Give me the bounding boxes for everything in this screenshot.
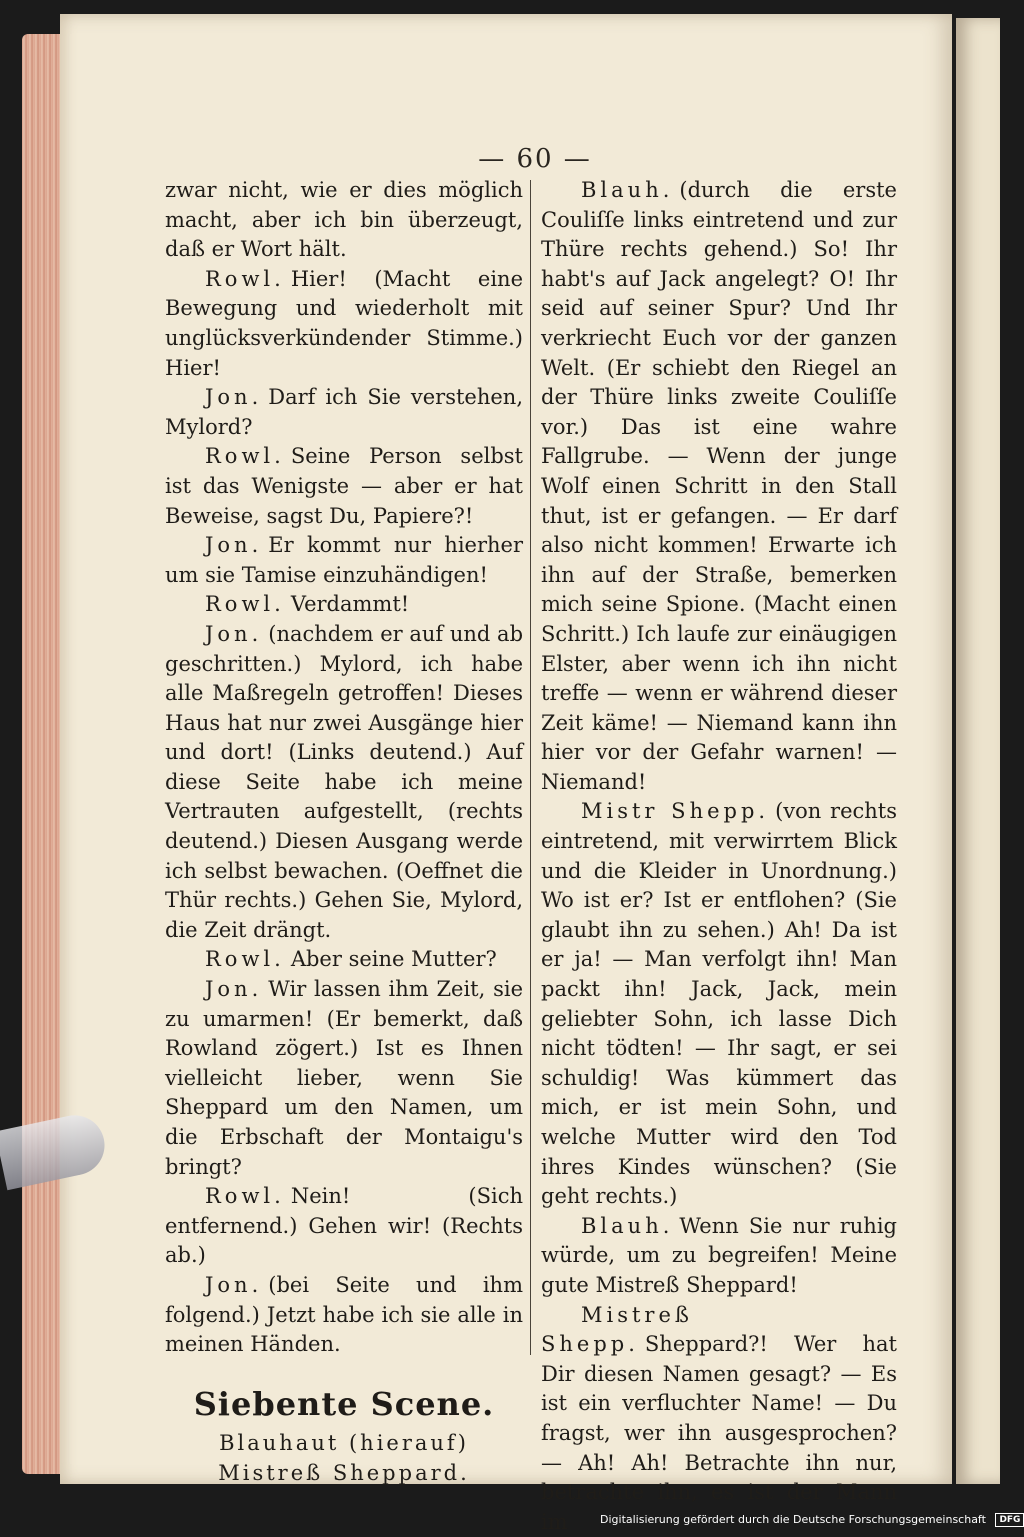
speaker-name: Jon. [205, 621, 263, 646]
speaker-name: Rowl. [205, 1184, 285, 1209]
speaker-name: Jon. [205, 977, 263, 1002]
speech-paragraph [165, 945, 523, 975]
speaker-name: Mistr Shepp. [581, 799, 770, 824]
footer [600, 1510, 1021, 1529]
left-column [165, 176, 523, 1489]
speech-text: zwar nicht, wie er dies möglich macht, aber ich bin überzeugt, daß er Wort hält. [165, 178, 523, 262]
speech-paragraph [165, 1271, 523, 1360]
speech-paragraph [165, 442, 523, 531]
speech-text: Aber seine Mutter? [290, 947, 497, 972]
footer-credit: Digitalisierung gefördert durch die Deutsche Forschungsgemeinschaft [600, 1513, 986, 1526]
speech-text: Sheppard?! Wer hat Dir diesen Namen gesagt? — Es ist ein verfluchter Name! — Du fragst, wer ihn ausgesprochen? — Ah! Ah! Betrachte ihn nur, betrachte ihn, es ist der Mann im [541, 1332, 897, 1534]
speech-paragraph [165, 590, 523, 620]
speech-text: Verdammt! [290, 592, 410, 617]
speech-paragraph [165, 1182, 523, 1271]
right-column [541, 176, 897, 1537]
speech-paragraph [541, 797, 897, 1211]
speech-paragraph [165, 176, 523, 265]
speech-paragraph [165, 531, 523, 590]
speech-text: Er kommt nur hierher um sie Tamise einzuhändigen! [165, 533, 523, 587]
dfg-logo-icon: DFG [995, 1513, 1024, 1527]
speaker-name: Jon. [205, 385, 263, 410]
speaker-name: Rowl. [205, 592, 285, 617]
scene-title: Siebente Scene. [193, 1384, 495, 1423]
speech-text: Nein! (Sich entfernend.) Gehen wir! (Rechts ab.) [165, 1184, 523, 1268]
speech-paragraph [165, 265, 523, 383]
speech-paragraph [165, 620, 523, 946]
speech-text: Darf ich Sie verstehen, Mylord? [165, 385, 523, 439]
speaker-name: Rowl. [205, 947, 285, 972]
speaker-name: Jon. [205, 1272, 263, 1297]
speech-text: Hier! (Macht eine Bewegung und wiederholt mit unglücksverkündender Stimme.) Hier! [165, 266, 523, 380]
right-speech-list [541, 176, 897, 1537]
facing-page-edge [956, 18, 1000, 1484]
scene-persons: Blauhaut (hierauf) Mistreß Sheppard. [218, 1431, 470, 1485]
speaker-name: Blauh. [581, 1213, 674, 1238]
column-divider [530, 180, 531, 1355]
speech-paragraph [165, 383, 523, 442]
speech-text: (durch die erste Couliſſe links eintretend und zur Thüre rechts gehend.) So! Ihr habt's auf Jack angelegt? O! Ihr seid auf seiner Spur? Und Ihr verkriecht Euch vor der ganzen Welt. (Er schiebt den Riegel an der Thüre links zweite Couliſſe vor.) Das ist eine wahre Fallgrube. — Wenn der junge Wolf einen Schritt in den Stall thut, ist er gefangen. — Er darf also nicht kommen! Erwarte ich ihn auf der Straße, bemerken mich seine Spione. (Macht einen Schritt.) Ich laufe zur einäugigen Elster, aber wenn ich ihn nicht treffe — wenn er während dieser Zeit käme! — Niemand kann ihn hier vor der Gefahr warnen! — Niemand! [541, 178, 897, 794]
speech-text: (nachdem er auf und ab geschritten.) Mylord, ich habe alle Maßregeln getroffen! Dieses Haus hat nur zwei Ausgänge hier und dort! (Links deutend.) Auf diese Seite habe ich meine Vertrauten aufgestellt, (rechts deutend.) Diesen Ausgang werde ich selbst bewachen. (Oeffnet die Thür rechts.) Gehen Sie, Mylord, die Zeit drängt. [165, 621, 524, 942]
speaker-name: Blauh. [581, 178, 674, 202]
speaker-name: Mistreß Shepp. [541, 1302, 693, 1357]
page-number: — 60 — [478, 144, 592, 174]
speech-paragraph [541, 1212, 897, 1301]
left-speech-list [165, 176, 523, 1360]
speech-text: Wir lassen ihm Zeit, sie zu umarmen! (Er bemerkt, daß Rowland zögert.) Ist es Ihnen vielleicht lieber, wenn Sie Sheppard um den Namen, um die Erbschaft der Montaigu's bringt? [165, 977, 523, 1179]
speech-text: Wenn Sie nur ruhig würde, um zu begreifen! Meine gute Mistreß Sheppard! [541, 1213, 897, 1297]
speech-paragraph [541, 1301, 897, 1537]
speaker-name: Rowl. [205, 444, 285, 469]
speaker-name: Rowl. [205, 266, 285, 291]
speaker-name: Jon. [205, 533, 263, 558]
speech-paragraph [541, 176, 897, 797]
speech-text: (von rechts eintretend, mit verwirrtem Blick und die Kleider in Unordnung.) Wo ist er? Ist er entflohen? (Sie glaubt ihn zu sehen.) Ah! Da ist er ja! — Man verfolgt ihn! Man packt ihn! Jack, Jack, mein geliebter Sohn, ich lasse Dich nicht tödten! — Ihr sagt, er sei schuldig! Was kümmert das mich, er ist mein Sohn, und welche Mutter wird den Tod ihres Kindes wünschen? (Sie geht rechts.) [541, 799, 897, 1209]
speech-text: Seine Person selbst ist das Wenigste — aber er hat Beweise, sagst Du, Papiere?! [165, 444, 523, 528]
speech-paragraph [165, 975, 523, 1182]
speech-text: (bei Seite und ihm folgend.) Jetzt habe ich sie alle in meinen Händen. [165, 1272, 523, 1357]
